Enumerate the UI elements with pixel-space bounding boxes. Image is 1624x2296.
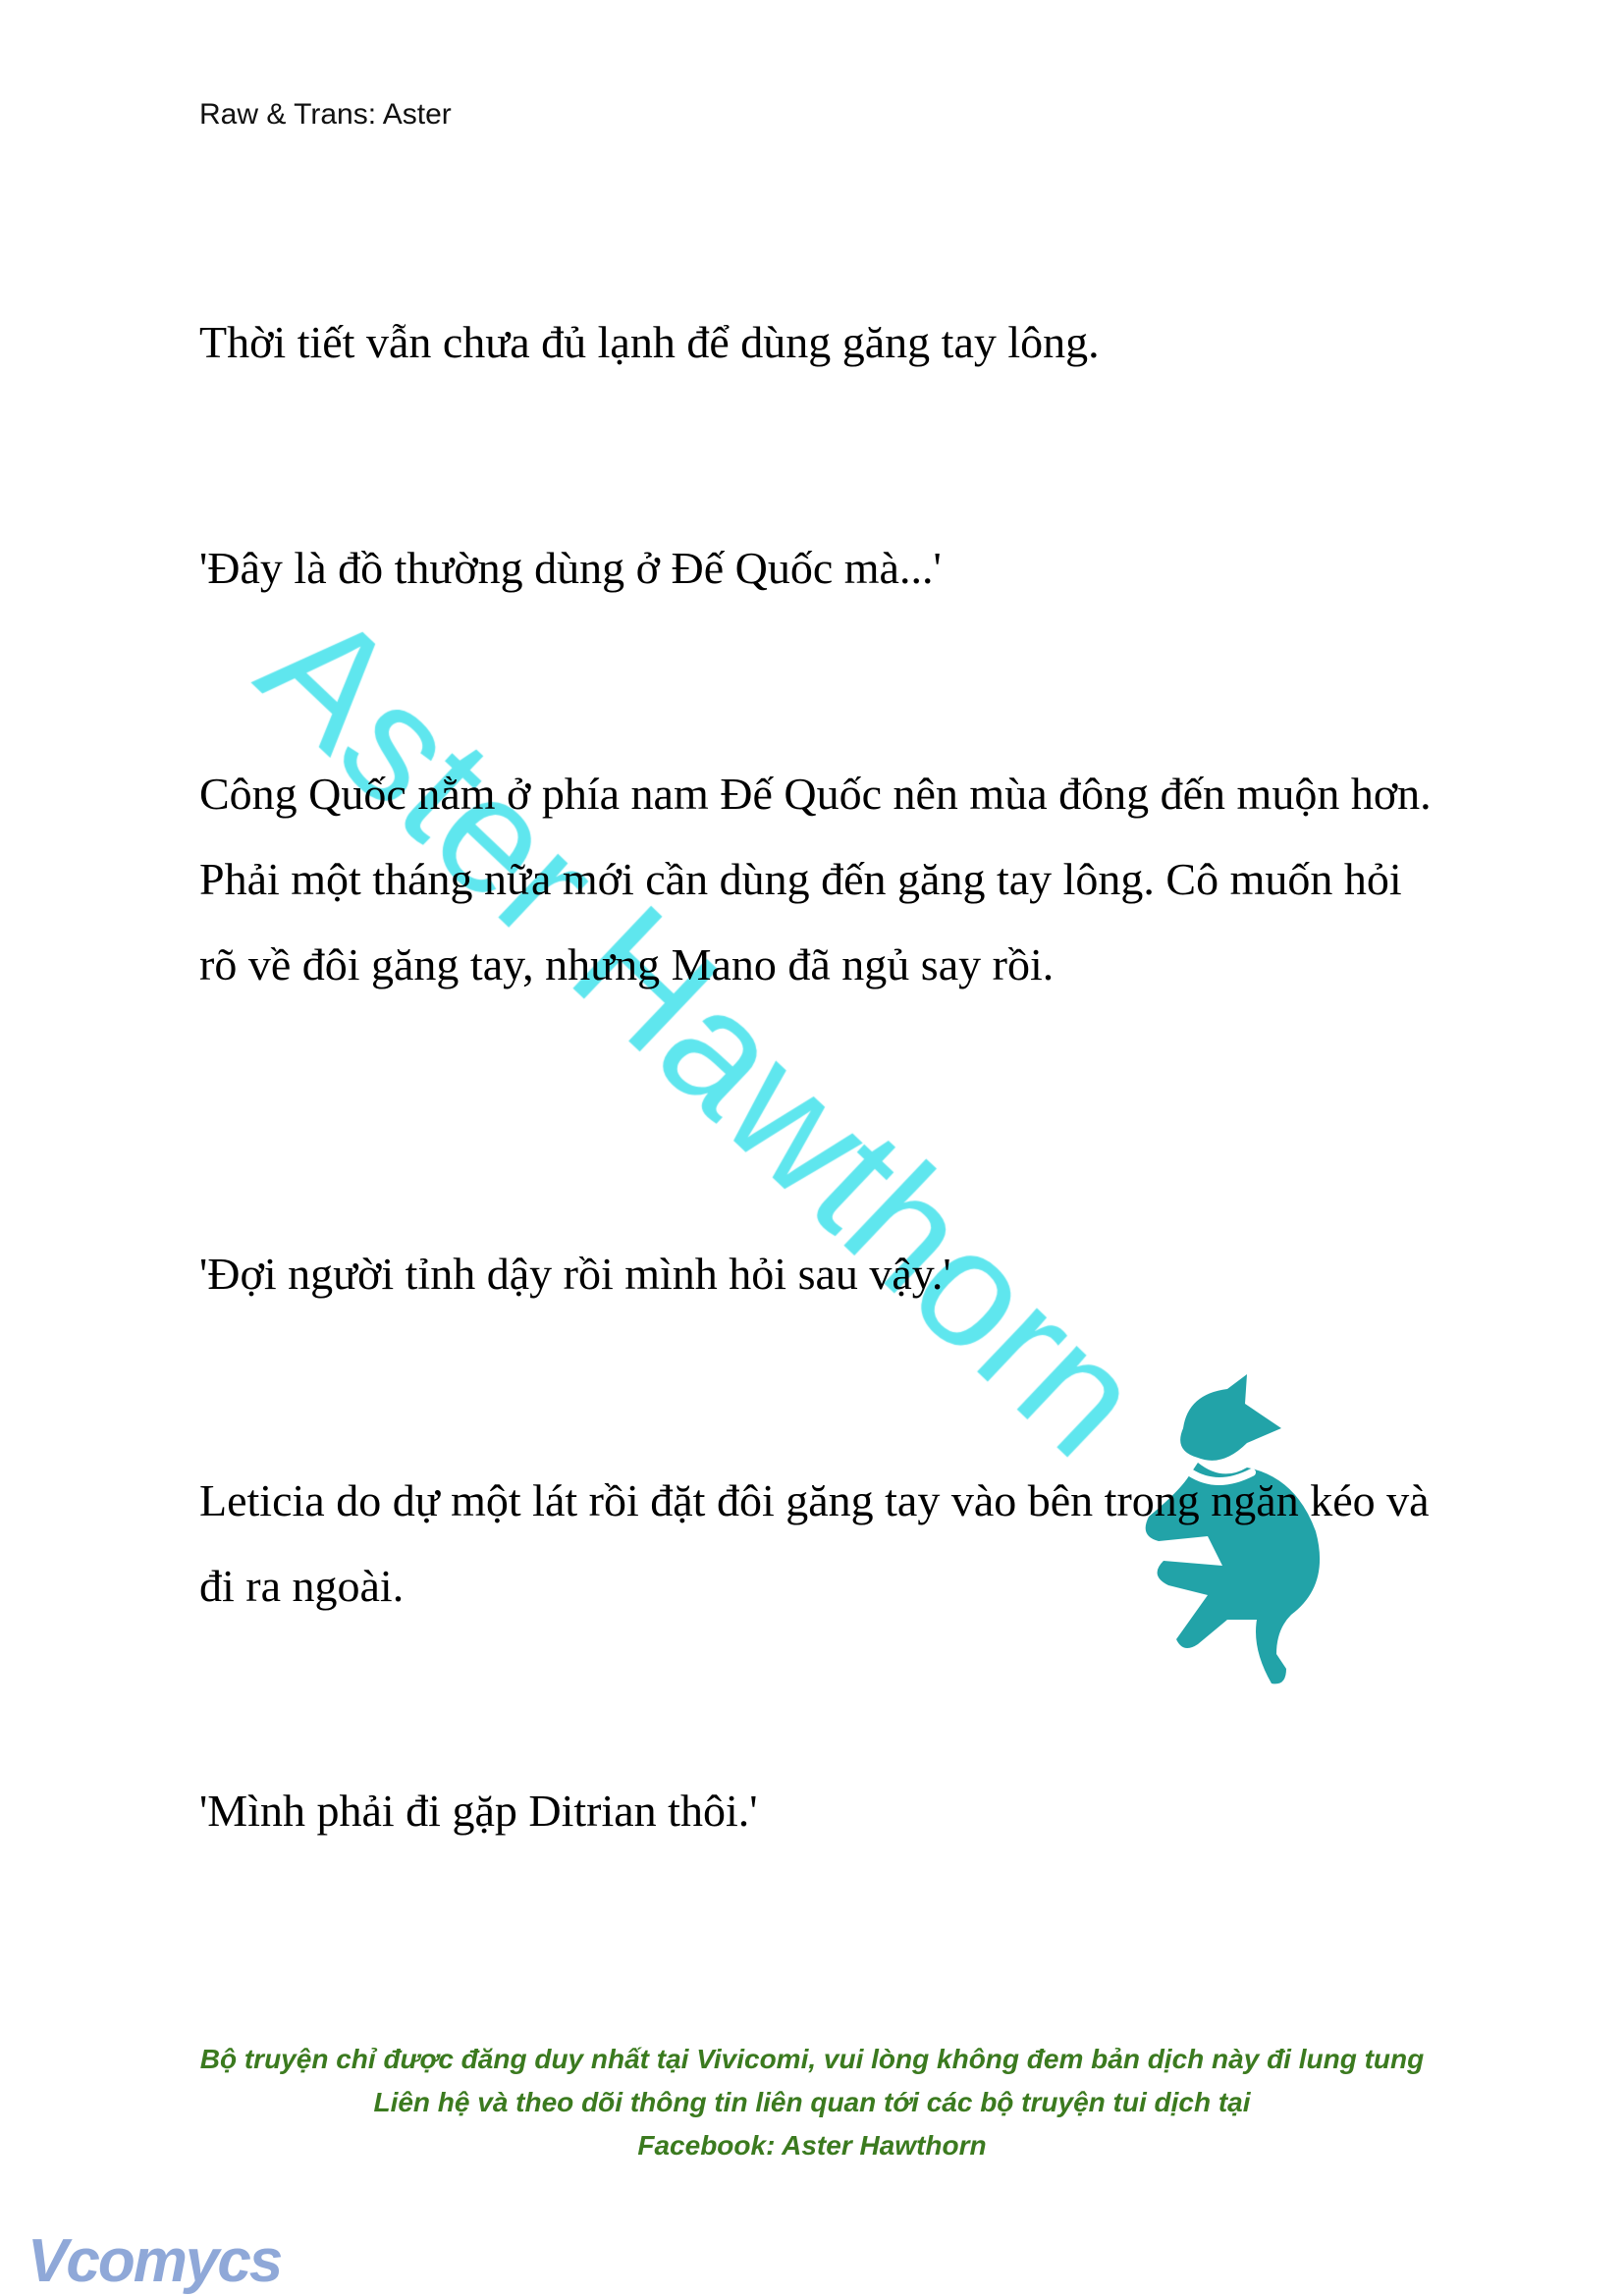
paragraph: 'Đây là đồ thường dùng ở Đế Quốc mà...' [199,543,942,593]
paragraph: Thời tiết vẫn chưa đủ lạnh để dùng găng tay lông. [199,317,1100,367]
vcomycs-logo: Vcomycs [27,2227,282,2295]
footer-facebook: Facebook: Aster Hawthorn [637,2130,987,2161]
paragraph: Leticia do dự một lát rồi đặt đôi găng tay vào bên trong ngăn kéo và đi ra ngoài. [199,1475,1430,1611]
footer-contact: Liên hệ và theo dõi thông tin liên quan tới các bộ truyện tui dịch tại [373,2087,1251,2117]
paragraph: Công Quốc nằm ở phía nam Đế Quốc nên mùa đông đến muộn hơn. Phải một tháng nữa mới cần dùng đến găng tay lông. Cô muốn hỏi rõ về đôi găng tay, nhưng Mano đã ngủ say rồi. [199,769,1432,989]
footer-notice: Bộ truyện chỉ được đăng duy nhất tại Vivicomi, vui lòng không đem bản dịch này đi lung tung [199,2044,1425,2074]
translator-credit: Raw & Trans: Aster [199,98,452,131]
paragraph: 'Mình phải đi gặp Ditrian thôi.' [199,1786,758,1836]
paragraph: 'Đợi người tỉnh dậy rồi mình hỏi sau vậy.' [199,1249,951,1299]
